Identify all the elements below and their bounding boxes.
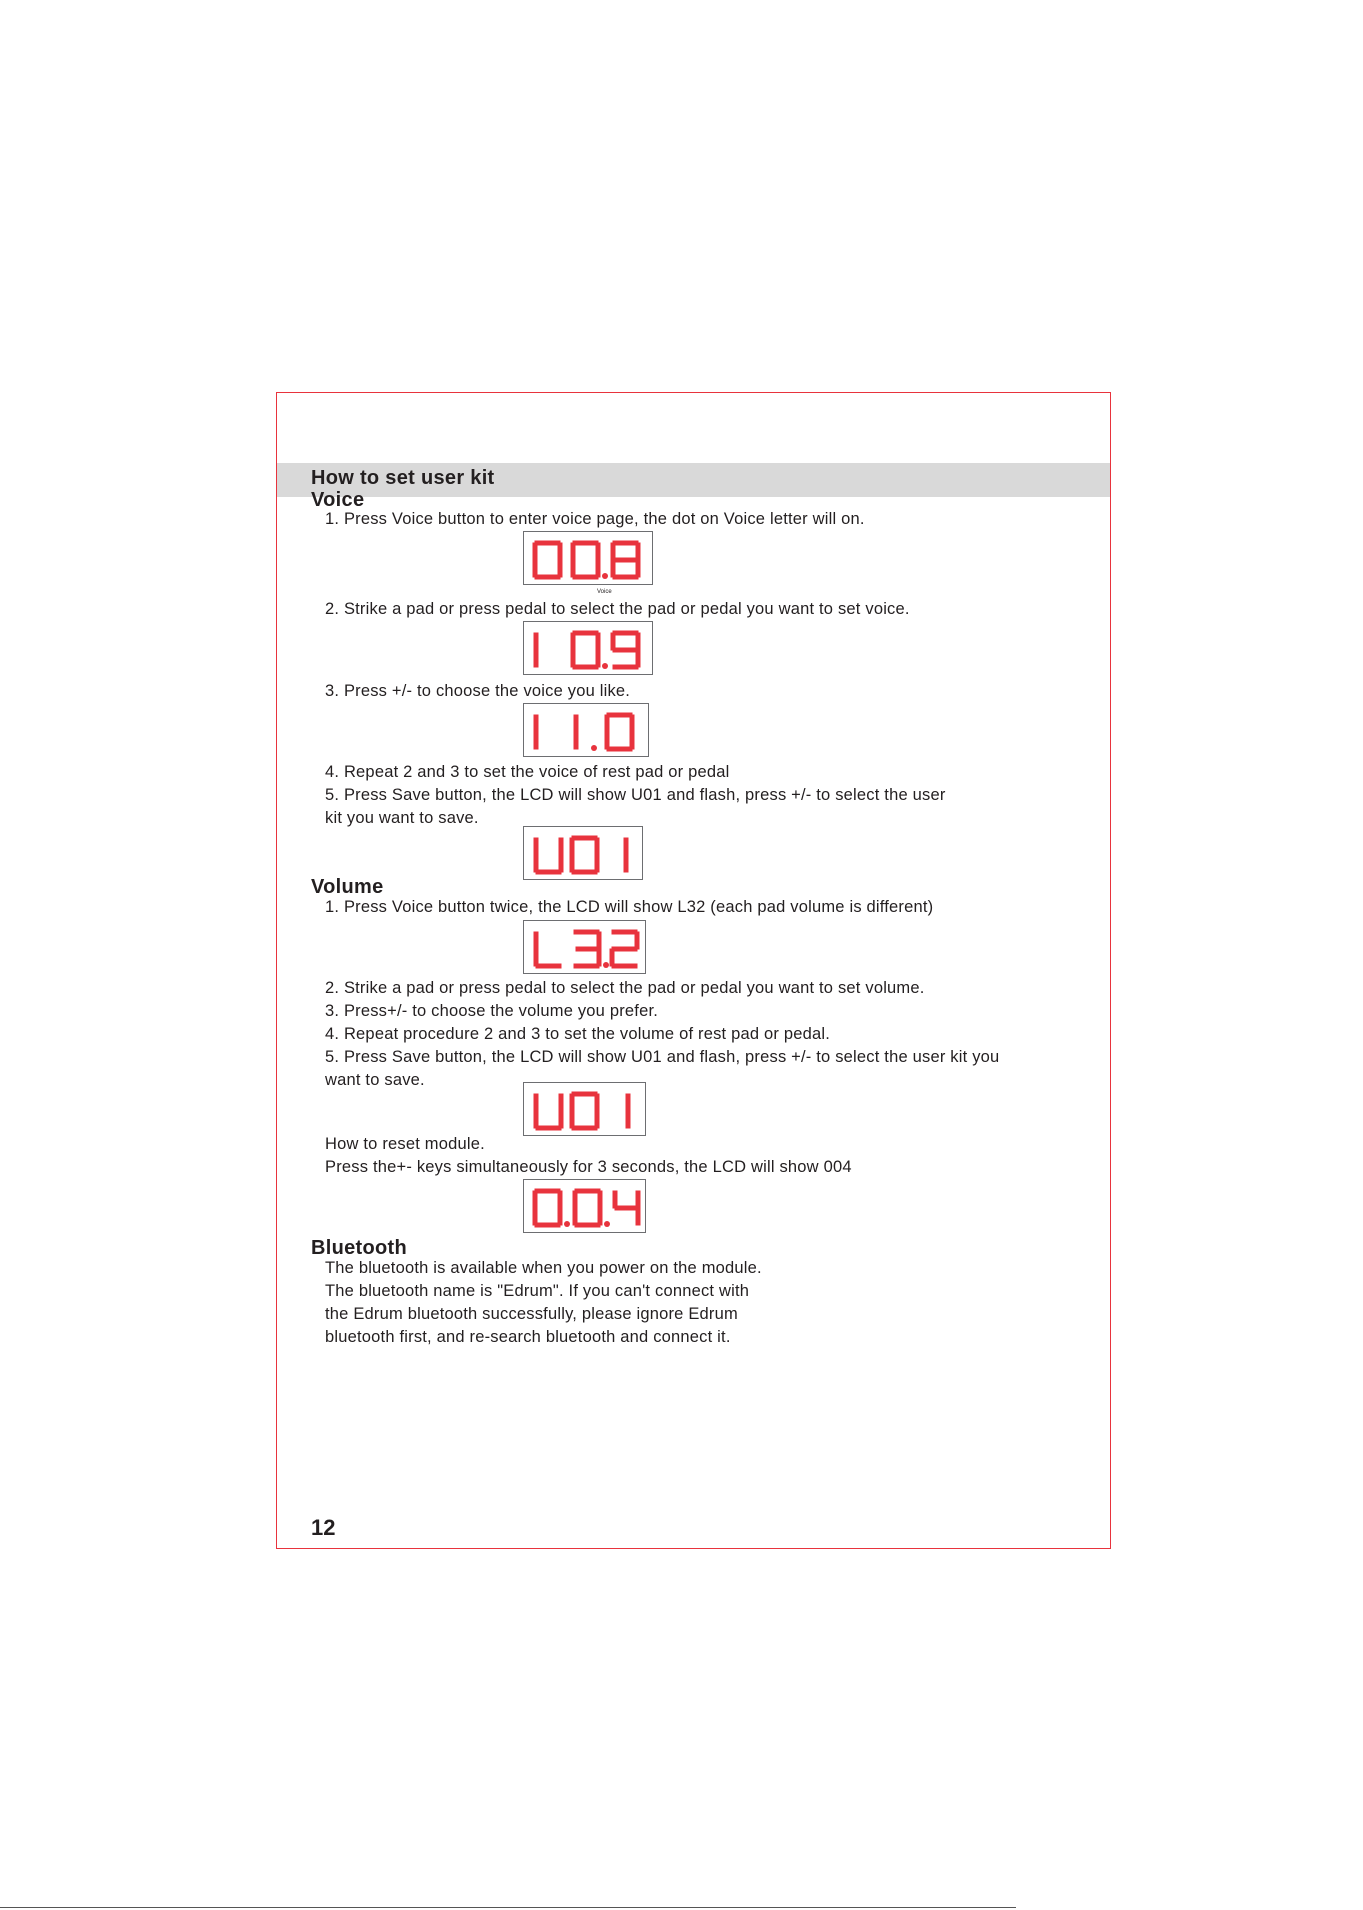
- lcd-display-pad-select: [523, 621, 653, 675]
- lcd-digits-u-0-1: [524, 827, 644, 881]
- lcd-digits-0-0-4: [524, 1180, 647, 1234]
- page-number: 12: [311, 1515, 336, 1540]
- volume-step-5: 5. Press Save button, the LCD will show U01 and flash, press +/- to select the user kit you: [325, 1048, 1000, 1066]
- lcd-caption-voice: Voice: [597, 589, 612, 595]
- voice-step-4: 4. Repeat 2 and 3 to set the voice of rest pad or pedal: [325, 763, 730, 781]
- section-title: How to set user kit: [311, 467, 495, 489]
- section-bar: [277, 463, 1110, 497]
- volume-step-2: 2. Strike a pad or press pedal to select the pad or pedal you want to set volume.: [325, 979, 925, 997]
- volume-step-5-cont: want to save.: [325, 1071, 425, 1089]
- lcd-display-voice-choose: [523, 703, 649, 757]
- voice-heading: Voice: [311, 489, 365, 511]
- voice-step-5: 5. Press Save button, the LCD will show U01 and flash, press +/- to select the user: [325, 786, 946, 804]
- lcd-digits-1-0-9: [524, 622, 654, 676]
- lcd-digits-l-3-2: [524, 921, 647, 975]
- voice-step-2: 2. Strike a pad or press pedal to select the pad or pedal you want to set voice.: [325, 600, 910, 618]
- page-frame: [276, 392, 1111, 1549]
- lcd-digits-1-1-0: [524, 704, 650, 758]
- volume-step-1: 1. Press Voice button twice, the LCD will show L32 (each pad volume is different): [325, 898, 934, 916]
- bottom-rule: [0, 1907, 1016, 1908]
- lcd-display-level: [523, 920, 646, 974]
- voice-step-5-cont: kit you want to save.: [325, 809, 479, 827]
- volume-heading: Volume: [311, 876, 384, 898]
- reset-title: How to reset module.: [325, 1135, 485, 1153]
- lcd-digits-u-0-1: [524, 1083, 647, 1137]
- bluetooth-heading: Bluetooth: [311, 1237, 408, 1259]
- volume-step-4: 4. Repeat procedure 2 and 3 to set the volume of rest pad or pedal.: [325, 1025, 831, 1043]
- reset-instruction: Press the+- keys simultaneously for 3 seconds, the LCD will show 004: [325, 1158, 852, 1176]
- volume-step-3: 3. Press+/- to choose the volume you prefer.: [325, 1002, 659, 1020]
- bluetooth-line-4: bluetooth first, and re-search bluetooth and connect it.: [325, 1328, 731, 1346]
- lcd-display-reset: [523, 1179, 646, 1233]
- lcd-digits-0-0-8: [524, 532, 654, 586]
- lcd-display-voice-dot: [523, 531, 653, 595]
- bluetooth-line-3: the Edrum bluetooth successfully, please ignore Edrum: [325, 1305, 738, 1323]
- voice-step-3: 3. Press +/- to choose the voice you like.: [325, 682, 631, 700]
- voice-step-1: 1. Press Voice button to enter voice page, the dot on Voice letter will on.: [325, 510, 865, 528]
- bluetooth-line-2: The bluetooth name is "Edrum". If you can't connect with: [325, 1282, 750, 1300]
- bluetooth-line-1: The bluetooth is available when you power on the module.: [325, 1259, 762, 1277]
- lcd-display-voice-save: [523, 826, 643, 880]
- lcd-display-volume-save: [523, 1082, 646, 1136]
